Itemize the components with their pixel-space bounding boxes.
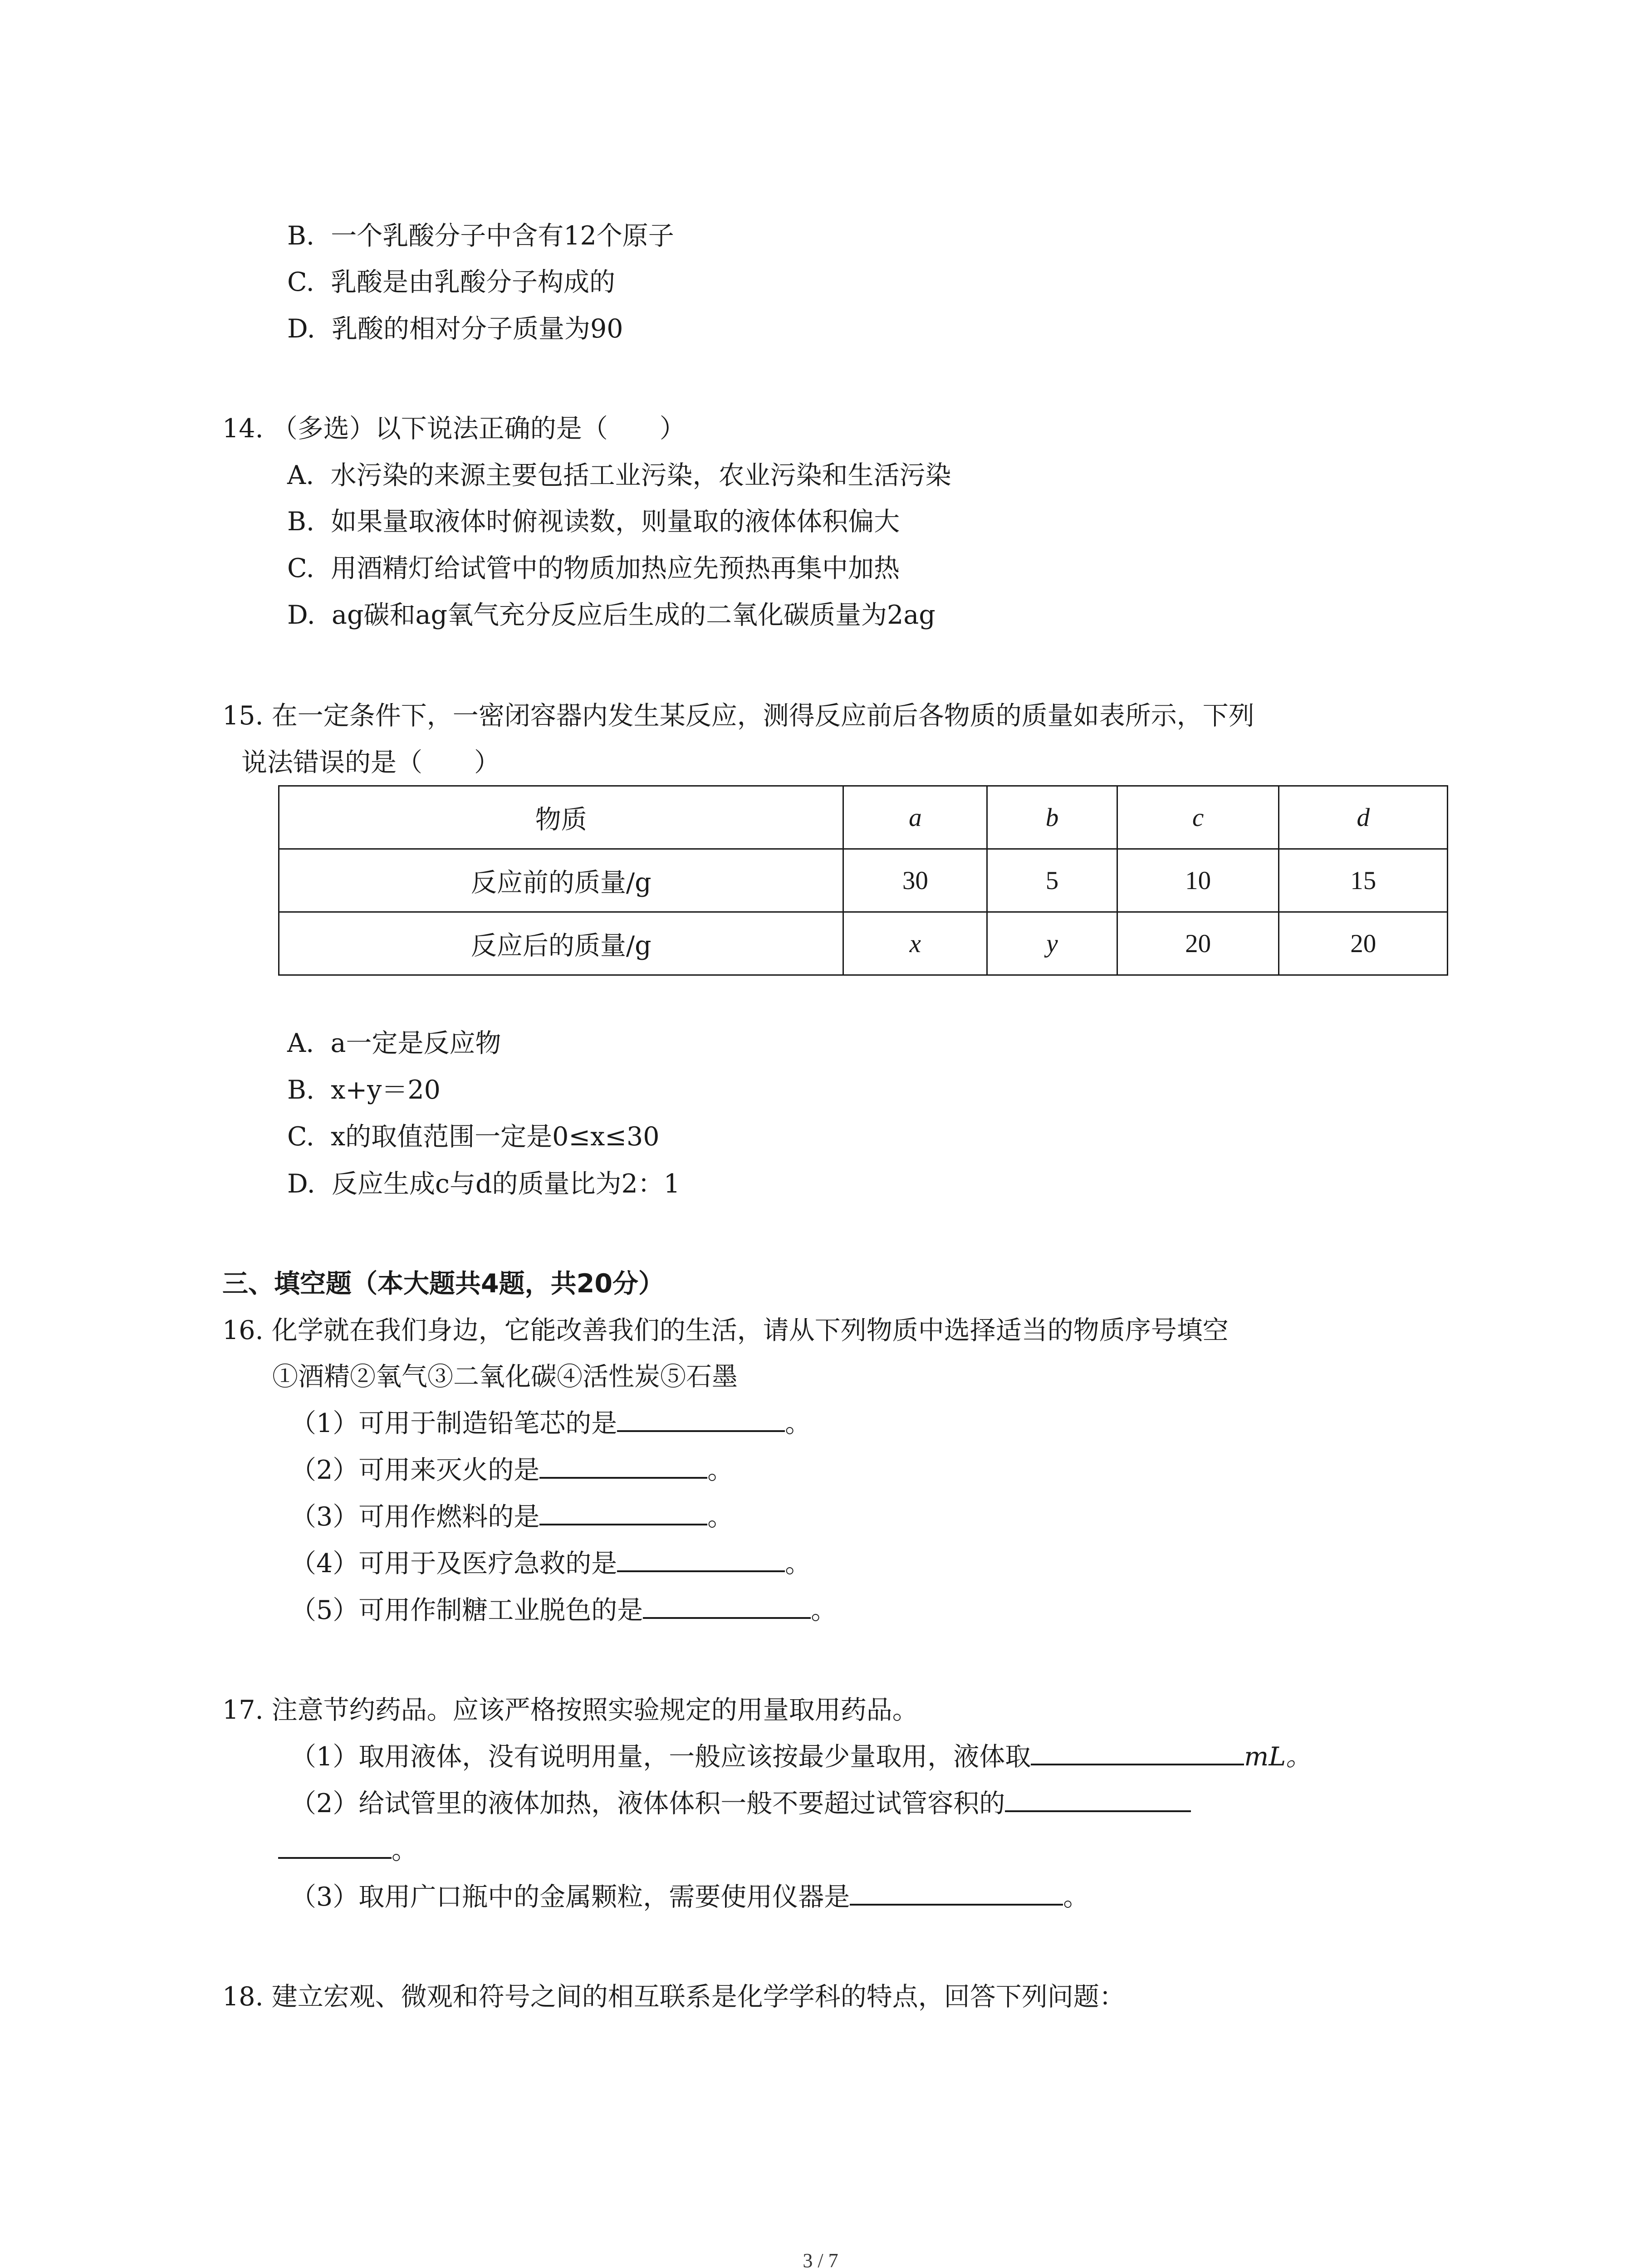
q15-option-b: B. x+y＝20 — [287, 1075, 441, 1105]
q15-stem-line1: 15. 在一定条件下，一密闭容器内发生某反应，测得反应前后各物质的质量如表所示，下列 — [222, 701, 1254, 731]
q16-item-2: （2）可用来灭火的是 。 — [290, 1452, 733, 1488]
mass-table — [278, 785, 1448, 976]
q15-stem-line2: 说法错误的是（ ） — [241, 748, 500, 777]
q13-option-d: D. 乳酸的相对分子质量为90 — [287, 314, 623, 344]
q14-option-a: A. 水污染的来源主要包括工业污染，农业污染和生活污染 — [287, 460, 951, 490]
q17-item-2: （2）给试管里的液体加热，液体体积一般不要超过试管容积的 — [290, 1785, 1191, 1822]
q18-stem: 18. 建立宏观、微观和符号之间的相互联系是化学学科的特点，回答下列问题： — [222, 1982, 1125, 2012]
q16-stem: 16. 化学就在我们身边，它能改善我们的生活，请从下列物质中选择适当的物质序号填空 — [222, 1315, 1229, 1345]
table-cell: 反应后的质量/g — [279, 912, 843, 975]
q15-option-d: D. 反应生成c与d的质量比为2：1 — [287, 1169, 680, 1199]
q16-item-1: （1）可用于制造铅笔芯的是 。 — [290, 1405, 811, 1442]
q17-item-1: （1）取用液体，没有说明用量，一般应该按最少量取用，液体取 mL。 — [290, 1739, 1312, 1775]
answer-blank[interactable] — [278, 1833, 392, 1859]
q17-item-2-continued: 。 — [278, 1832, 417, 1868]
answer-blank[interactable] — [1005, 1787, 1191, 1812]
answer-blank[interactable] — [617, 1547, 785, 1572]
table-cell: y — [987, 912, 1117, 975]
page-number: 3 / 7 — [803, 2249, 838, 2268]
table-cell: 5 — [987, 849, 1117, 912]
table-header-cell: 物质 — [279, 786, 843, 849]
q16-item-4: （4）可用于及医疗急救的是 。 — [290, 1545, 811, 1582]
q17-item-3: （3）取用广口瓶中的金属颗粒，需要使用仪器是 。 — [290, 1879, 1089, 1915]
answer-blank[interactable] — [643, 1593, 811, 1619]
table-row — [279, 912, 1448, 975]
table-cell: 反应前的质量/g — [279, 849, 843, 912]
table-header-cell: b — [987, 786, 1117, 849]
table-header-cell: c — [1117, 786, 1279, 849]
table-cell: x — [843, 912, 987, 975]
q13-option-b: B. 一个乳酸分子中含有12个原子 — [287, 221, 674, 251]
q17-stem: 17. 注意节约药品。应该严格按照实验规定的用量取用药品。 — [222, 1695, 918, 1725]
table-row — [279, 849, 1448, 912]
table-row — [279, 786, 1448, 849]
q15-option-c: C. x的取值范围一定是0≤x≤30 — [287, 1122, 660, 1152]
q13-option-c: C. 乳酸是由乳酸分子构成的 — [287, 267, 615, 297]
q15-option-a: A. a一定是反应物 — [287, 1028, 501, 1058]
q16-item-5: （5）可用作制糖工业脱色的是 。 — [290, 1592, 837, 1628]
table-cell: 20 — [1279, 912, 1448, 975]
q16-substances: ①酒精②氧气③二氧化碳④活性炭⑤石墨 — [272, 1362, 738, 1392]
q14-option-c: C. 用酒精灯给试管中的物质加热应先预热再集中加热 — [287, 553, 900, 583]
answer-blank[interactable] — [539, 1500, 707, 1525]
table-cell: 10 — [1117, 849, 1279, 912]
table-cell: 30 — [843, 849, 987, 912]
q16-item-3: （3）可用作燃料的是 。 — [290, 1499, 733, 1535]
answer-blank[interactable] — [617, 1407, 785, 1432]
section-heading: 三、填空题（本大题共4题，共20分） — [222, 1269, 664, 1299]
answer-blank[interactable] — [539, 1453, 707, 1479]
table-header-cell: d — [1279, 786, 1448, 849]
q14-stem: 14. （多选）以下说法正确的是（ ） — [222, 414, 686, 444]
table-cell: 20 — [1117, 912, 1279, 975]
table-cell: 15 — [1279, 849, 1448, 912]
answer-blank[interactable] — [1031, 1740, 1244, 1765]
table-header-cell: a — [843, 786, 987, 849]
q14-option-d: D. ag碳和ag氧气充分反应后生成的二氧化碳质量为2ag — [287, 600, 936, 630]
answer-blank[interactable] — [850, 1880, 1063, 1906]
q14-option-b: B. 如果量取液体时俯视读数，则量取的液体体积偏大 — [287, 507, 900, 537]
